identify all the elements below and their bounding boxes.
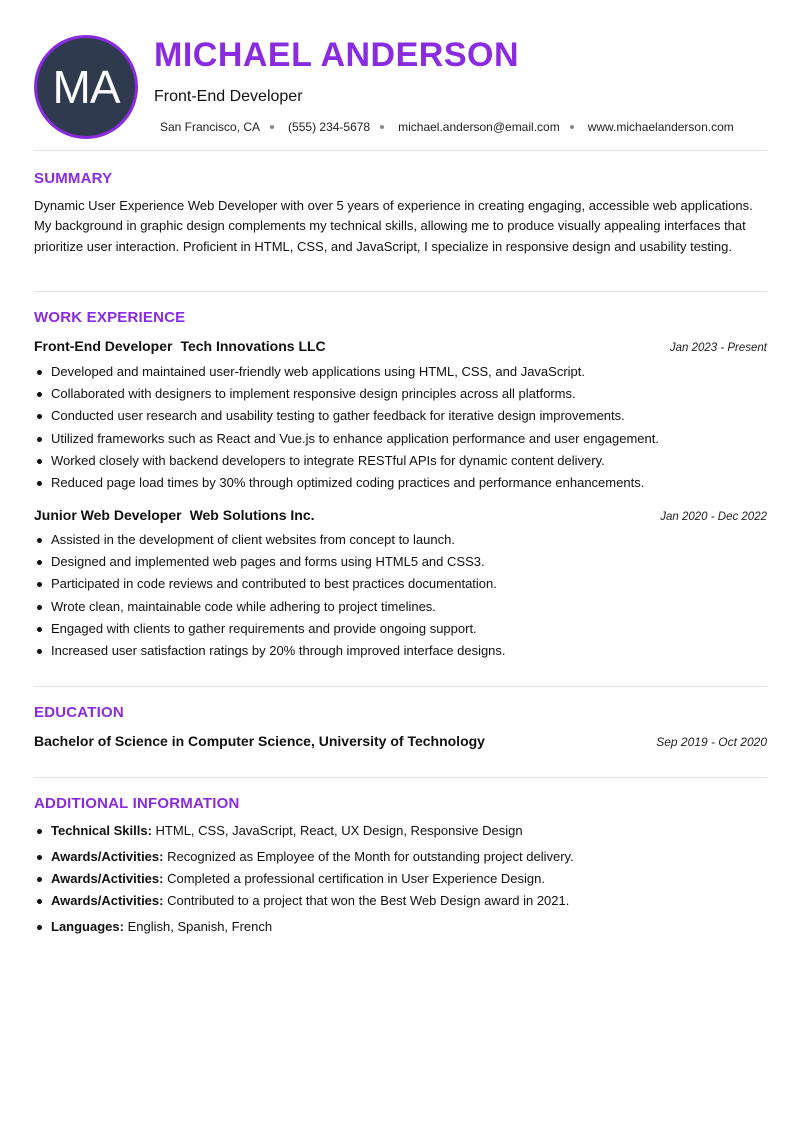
job-date: Jan 2023 - Present: [669, 342, 767, 354]
list-item: Conducted user research and usability testing to gather feedback for iterative design improvements.: [34, 405, 767, 427]
list-item: Designed and implemented web pages and forms using HTML5 and CSS3.: [34, 551, 767, 573]
list-item: [34, 823, 523, 838]
list-item: Collaborated with designers to implement responsive design principles across all platforms.: [34, 383, 767, 405]
list-item: [34, 919, 272, 934]
item-label: Technical Skills:: [51, 823, 152, 838]
list-item: Engaged with clients to gather requirements and provide ongoing support.: [34, 618, 767, 640]
item-text: Recognized as Employee of the Month for outstanding project delivery.: [163, 849, 574, 864]
candidate-role: Front-End Developer: [154, 88, 303, 105]
additional-information-heading: ADDITIONAL INFORMATION: [34, 795, 240, 812]
item-text: English, Spanish, French: [123, 919, 273, 934]
item-text: HTML, CSS, JavaScript, React, UX Design, Responsive Design: [151, 823, 523, 838]
divider: [34, 291, 767, 292]
job-title-line: [34, 507, 315, 523]
summary-text: Dynamic User Experience Web Developer with over 5 years of experience in creating engaging, accessible web applications. My background in graphic design complements my technical skills, allowing me to produce visually appealing interfaces that prioritize user interaction. Proficient in HTML, CSS, and JavaScript, I specialize in responsive design and usability testing.: [34, 198, 753, 254]
contact-phone: (555) 234-5678: [288, 120, 371, 134]
separator-dot: [570, 125, 574, 129]
job-title-line: [34, 338, 326, 354]
summary-heading: SUMMARY: [34, 170, 113, 187]
contact-website[interactable]: www.michaelanderson.com: [587, 120, 734, 134]
item-label: Awards/Activities:: [51, 871, 164, 886]
job-company: Web Solutions Inc.: [189, 507, 315, 523]
item-label: Languages:: [51, 919, 124, 934]
divider: [34, 686, 767, 687]
item-text: Contributed to a project that won the Best Web Design award in 2021.: [163, 893, 570, 908]
list-item: Increased user satisfaction ratings by 20% through improved interface designs.: [34, 640, 767, 662]
education-heading: EDUCATION: [34, 704, 124, 721]
contact-location: San Francisco, CA: [160, 120, 261, 134]
list-item: [34, 871, 545, 886]
education-date: Sep 2019 - Oct 2020: [656, 735, 767, 749]
job-title: Junior Web Developer: [34, 507, 182, 523]
list-item: Utilized frameworks such as React and Vue.js to enhance application performance and user engagement.: [34, 428, 767, 450]
list-item: Wrote clean, maintainable code while adhering to project timelines.: [34, 596, 767, 618]
separator-dot: [380, 125, 384, 129]
separator-dot: [270, 125, 274, 129]
item-label: Awards/Activities:: [51, 893, 164, 908]
job-company: Tech Innovations LLC: [180, 338, 326, 354]
divider: [34, 777, 767, 778]
contact-email[interactable]: michael.anderson@email.com: [398, 120, 560, 134]
list-item: [34, 849, 574, 864]
list-item: Participated in code reviews and contributed to best practices documentation.: [34, 573, 767, 595]
job-bullets: [34, 361, 767, 494]
job-header: [34, 507, 767, 523]
list-item: Worked closely with backend developers to integrate RESTful APIs for dynamic content delivery.: [34, 450, 767, 472]
job-title: Front-End Developer: [34, 338, 173, 354]
avatar: MA: [34, 35, 138, 139]
contact-bar: [160, 120, 734, 134]
education-entry: [34, 733, 767, 749]
candidate-name: MICHAEL ANDERSON: [154, 36, 520, 74]
list-item: Assisted in the development of client websites from concept to launch.: [34, 529, 767, 551]
job-header: [34, 338, 767, 354]
divider: [34, 150, 767, 151]
list-item: [34, 893, 569, 908]
list-item: Reduced page load times by 30% through optimized coding practices and performance enhancements.: [34, 472, 767, 494]
item-text: Completed a professional certification in User Experience Design.: [163, 871, 545, 886]
job-bullets: [34, 529, 767, 662]
job-date: Jan 2020 - Dec 2022: [660, 511, 767, 523]
work-experience-heading: WORK EXPERIENCE: [34, 309, 186, 326]
list-item: Developed and maintained user-friendly web applications using HTML, CSS, and JavaScript.: [34, 361, 767, 383]
item-label: Awards/Activities:: [51, 849, 164, 864]
education-degree: Bachelor of Science in Computer Science, University of Technology: [34, 733, 485, 749]
